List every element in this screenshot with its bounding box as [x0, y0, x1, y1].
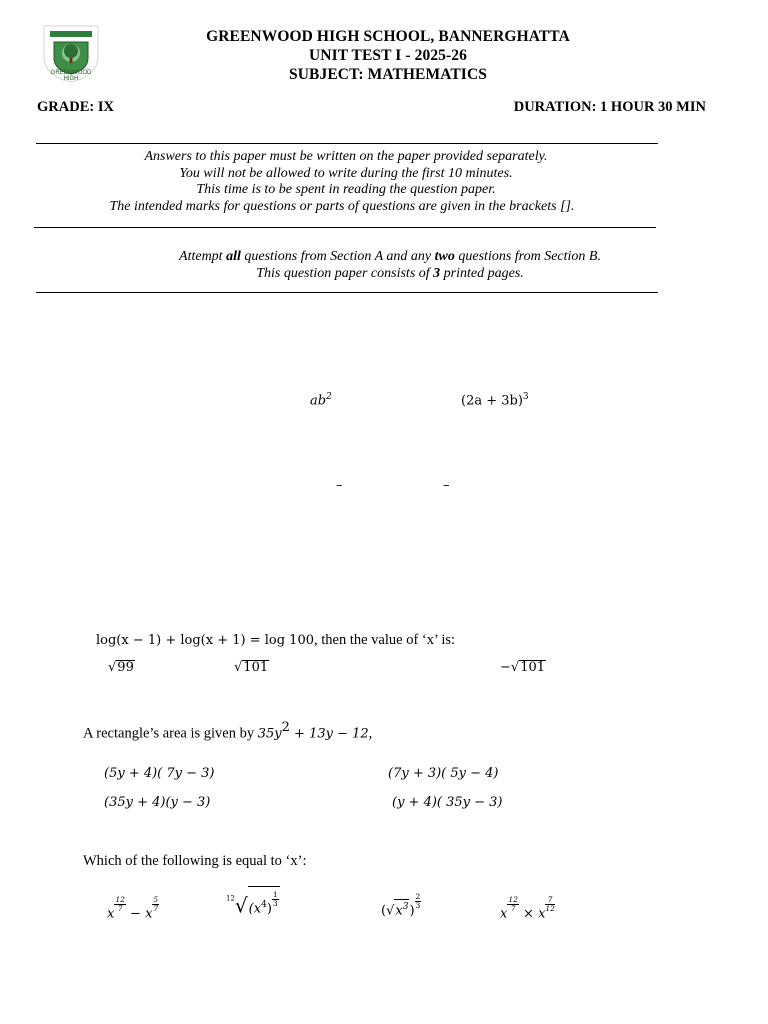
log-option-b: √101: [234, 660, 269, 675]
grade-label: GRADE: IX: [37, 99, 114, 115]
school-name: GREENWOOD HIGH SCHOOL, BANNERGHATTA: [206, 28, 570, 45]
divider-middle: [34, 227, 656, 228]
attempt-line: Attempt all questions from Section A and any two questions from Section B.: [179, 249, 601, 264]
duration-label: DURATION: 1 HOUR 30 MIN: [513, 99, 706, 115]
question-log: [96, 631, 455, 649]
fragment-dash-2: –: [443, 478, 450, 493]
rect-option-d: (y + 4)( 35y − 3): [392, 795, 503, 810]
fragment-ab-squared: $ab^2$: [310, 392, 332, 409]
subject-title: SUBJECT: MATHEMATICS: [289, 66, 487, 83]
pages-line: This question paper consists of 3 printed pages.: [256, 266, 524, 281]
x-option-b: $^{12}√(x^4)$ $\frac{1}{3}$: [226, 886, 280, 918]
x-option-c: $(√x^3)$ $\frac{2}{3}$: [381, 892, 421, 919]
divider-bottom: [36, 292, 658, 293]
rect-option-c: (35y + 4)(y − 3): [104, 795, 211, 810]
fragment-dash-1: –: [336, 478, 343, 493]
rect-option-b: (7y + 3)( 5y − 4): [388, 766, 499, 781]
test-title: UNIT TEST I - 2025-26: [308, 47, 467, 64]
question-rectangle: A rectangle’s area is given by $35y^2 + 13y - 12$,: [83, 720, 373, 742]
x-option-d: x $\frac{12}{7}$ × x $\frac{7}{12}$: [500, 895, 555, 922]
fragment-binomial-cubed: $(2a + 3b)^3$: [461, 392, 529, 409]
divider-top: [36, 143, 658, 144]
rect-option-a: (5y + 4)( 7y − 3): [104, 766, 215, 781]
log-expression: log(x − 1) + log(x + 1) = log 100: [96, 633, 314, 648]
log-question-text: , then the value of ‘x’ is:: [314, 632, 456, 648]
logo-text: GREENWOOD HIGH: [50, 70, 92, 82]
log-option-d: −√101: [500, 660, 546, 675]
question-equal-x: Which of the following is equal to ‘x’:: [83, 853, 307, 869]
log-option-a: √99: [108, 660, 134, 675]
x-option-a: x $\frac{12}{7}$ − x $\frac{5}{7}$: [107, 895, 159, 922]
instruction-line-3: This time is to be spent in reading the question paper.: [196, 182, 496, 197]
instruction-line-2: You will not be allowed to write during the first 10 minutes.: [179, 166, 513, 181]
instruction-line-4: The intended marks for questions or parts of questions are given in the brackets [].: [109, 199, 575, 214]
instruction-line-1: Answers to this paper must be written on the paper provided separately.: [144, 149, 548, 164]
